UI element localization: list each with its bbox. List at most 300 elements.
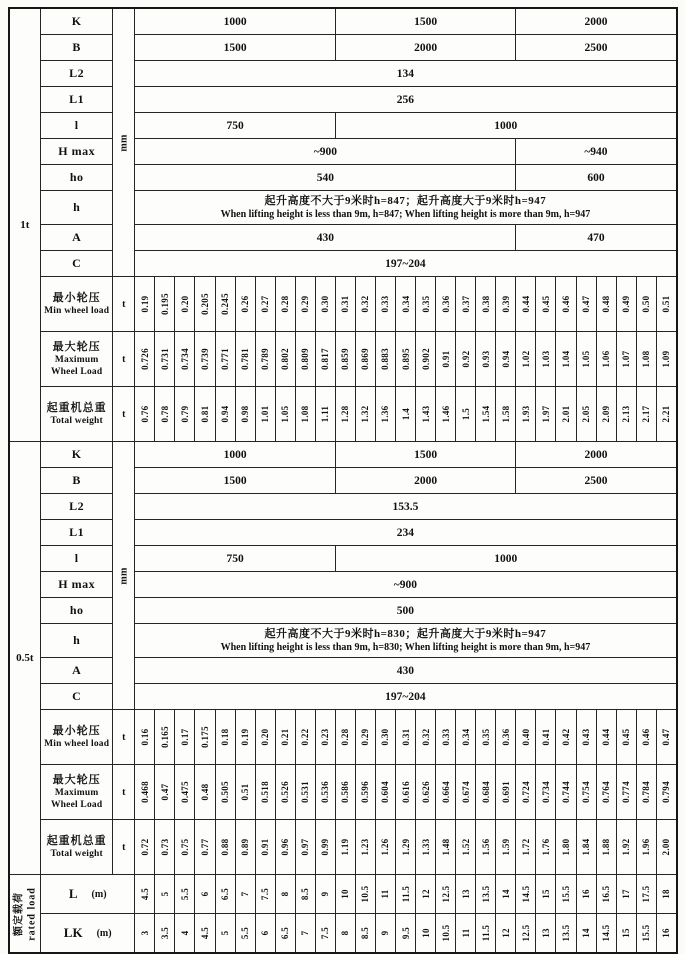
rotated-value-text: 0.94: [500, 350, 511, 368]
rotated-value-text: 12.5: [520, 924, 531, 942]
wheel-value-cell: [396, 765, 416, 820]
span-value-cell: [295, 875, 315, 914]
dim-value-text: 2000: [584, 448, 608, 461]
wheel-value-cell: [335, 710, 355, 765]
wheel-param-label: [41, 387, 113, 442]
dim-value-text: 430: [396, 664, 415, 677]
rotated-value-text: 6: [260, 930, 271, 936]
table-row: [9, 710, 677, 765]
rated-load-en: rated load: [26, 886, 38, 941]
wheel-param-label: [41, 332, 113, 387]
span-value-cell: [255, 875, 275, 914]
rotated-value-text: 0.531: [300, 781, 311, 803]
rotated-value-text: 0.28: [340, 728, 351, 746]
wheel-value-cell: [195, 332, 215, 387]
wheel-value-cell: [456, 387, 476, 442]
dim-value-text: 1000: [223, 448, 247, 461]
wheel-value-cell: [516, 277, 536, 332]
wheel-value-cell: [636, 277, 656, 332]
span-value-cell: [135, 875, 155, 914]
rotated-value-text: 1.29: [400, 838, 411, 856]
rotated-value-text: 0.32: [360, 295, 371, 313]
rotated-value-text: 0.47: [159, 783, 170, 801]
rotated-value-text: 13: [540, 928, 551, 938]
table-row: [9, 113, 677, 139]
wheel-value-cell: [416, 387, 436, 442]
rotated-value-text: 11.5: [480, 924, 491, 942]
span-value-cell: [335, 875, 355, 914]
rotated-value-text: 2.00: [661, 838, 672, 856]
rotated-value-text: 1.92: [621, 838, 632, 856]
dim-value-cell: [135, 139, 516, 165]
rotated-value-text: 1.88: [601, 838, 612, 856]
rotated-value-text: 0.28: [280, 295, 291, 313]
table-row: [9, 546, 677, 572]
table-row: [9, 820, 677, 875]
dim-value-text: 600: [587, 171, 605, 184]
rotated-value-text: 0.734: [540, 781, 551, 803]
rotated-value-text: 13: [460, 889, 471, 899]
dim-value-cell: [516, 468, 677, 494]
wheel-value-cell: [616, 332, 636, 387]
rotated-value-text: 0.23: [320, 728, 331, 746]
rotated-value-text: 0.794: [661, 781, 672, 803]
note-en: When lifting height is less than 9m, h=847; When lifting height is more than 9m, h=947: [220, 209, 591, 221]
rotated-value-text: 1.05: [581, 350, 592, 368]
dim-unit-label: [113, 442, 135, 710]
wheel-value-cell: [335, 387, 355, 442]
rotated-value-text: 0.73: [159, 838, 170, 856]
rated-load-cn: 额定载荷: [13, 891, 25, 936]
rotated-value-text: 1.48: [440, 838, 451, 856]
rotated-value-text: 0.29: [360, 728, 371, 746]
wheel-value-cell: [496, 387, 516, 442]
rotated-value-text: 9.5: [400, 926, 411, 940]
dim-value-text: 540: [316, 171, 334, 184]
param-label: H max: [41, 572, 113, 598]
dim-value-text: 197~204: [385, 690, 426, 703]
wheel-value-cell: [375, 277, 395, 332]
rotated-value-text: 1.72: [520, 838, 531, 856]
dim-value-cell: [135, 684, 677, 710]
wheel-value-cell: [315, 387, 335, 442]
table-row: [9, 277, 677, 332]
param-label: B: [41, 468, 113, 494]
rotated-value-text: 10: [340, 889, 351, 899]
wheel-unit-label: t: [113, 765, 135, 820]
rotated-value-text: 0.175: [199, 726, 210, 748]
rotated-value-text: 14: [500, 889, 511, 899]
wheel-value-cell: [155, 387, 175, 442]
rotated-value-text: 2.01: [561, 405, 571, 423]
rotated-value-text: 0.31: [400, 728, 411, 746]
dim-unit-text: mm: [118, 566, 130, 585]
wheel-value-cell: [596, 277, 616, 332]
rotated-value-text: 15.5: [561, 885, 571, 903]
rotated-value-text: 1.05: [280, 405, 291, 423]
wheel-value-cell: [436, 765, 456, 820]
dim-value-cell: [135, 546, 336, 572]
rotated-value-text: 0.895: [400, 348, 411, 370]
rotated-value-text: 0.764: [601, 781, 612, 803]
dim-value-cell: [335, 113, 676, 139]
wheel-value-cell: [135, 765, 155, 820]
wheel-value-cell: [556, 765, 576, 820]
rotated-value-text: 5.5: [240, 926, 251, 940]
span-value-cell: [656, 875, 676, 914]
wheel-value-cell: [576, 820, 596, 875]
wheel-label-cn: 最大轮压: [52, 773, 101, 786]
wheel-label-cn: 最小轮压: [52, 291, 101, 304]
dim-value-cell: [135, 572, 677, 598]
span-value-cell: [255, 914, 275, 954]
dim-value-cell: [135, 442, 336, 468]
wheel-value-cell: [135, 332, 155, 387]
dim-value-text: 1500: [223, 41, 247, 54]
wheel-value-cell: [275, 277, 295, 332]
wheel-value-cell: [616, 387, 636, 442]
note-cn: 起升高度不大于9米时h=830；起升高度大于9米时h=947: [264, 627, 547, 640]
rated-load-cn-col: [10, 875, 25, 952]
rotated-value-text: 0.774: [621, 781, 632, 803]
span-value-cell: [235, 875, 255, 914]
rated-load-en-col: [25, 875, 40, 952]
dim-value-text: 500: [396, 604, 415, 617]
wheel-value-cell: [576, 710, 596, 765]
wheel-value-cell: [516, 387, 536, 442]
rotated-value-text: 3: [139, 930, 150, 936]
wheel-value-cell: [616, 710, 636, 765]
wheel-value-cell: [656, 820, 676, 875]
wheel-value-cell: [295, 387, 315, 442]
rotated-value-text: 11.5: [400, 885, 411, 903]
wheel-value-cell: [416, 332, 436, 387]
wheel-value-cell: [396, 820, 416, 875]
rotated-value-text: 0.46: [641, 728, 652, 746]
dim-value-text: 234: [396, 526, 415, 539]
rotated-value-text: 16: [661, 928, 672, 938]
table-row: [9, 165, 677, 191]
rotated-value-text: 0.46: [561, 295, 571, 313]
wheel-value-cell: [235, 332, 255, 387]
table-row: [9, 658, 677, 684]
rotated-value-text: 3.5: [159, 926, 170, 940]
wheel-value-cell: [215, 387, 235, 442]
span-value-cell: [355, 875, 375, 914]
span-value-cell: [436, 914, 456, 954]
rotated-value-text: 15: [540, 889, 551, 899]
rotated-value-text: 0.21: [280, 728, 291, 746]
wheel-value-cell: [636, 387, 656, 442]
wheel-label-cn: 起重机总重: [46, 834, 107, 847]
wheel-label-cn: 最大轮压: [52, 340, 101, 353]
rotated-value-text: 9: [320, 891, 331, 897]
table-row: [9, 442, 677, 468]
wheel-value-cell: [335, 765, 355, 820]
dim-value-text: ~940: [584, 145, 608, 158]
rotated-value-text: 0.616: [400, 781, 411, 803]
dim-value-cell: [135, 87, 677, 113]
wheel-value-cell: [315, 710, 335, 765]
span-label-cell: [41, 875, 135, 914]
rotated-value-text: 0.30: [380, 728, 391, 746]
rotated-value-text: 0.75: [179, 838, 190, 856]
wheel-label-en: Maximum Wheel Load: [50, 355, 103, 378]
rotated-value-text: 0.817: [320, 348, 331, 370]
spec-table-body: [9, 8, 677, 953]
rotated-value-text: 1.76: [540, 838, 551, 856]
rotated-value-text: 0.604: [380, 781, 391, 803]
rated-load-wrap: [10, 875, 41, 952]
wheel-label-en: Maximum Wheel Load: [50, 788, 103, 811]
wheel-value-cell: [135, 277, 155, 332]
wheel-value-cell: [396, 387, 416, 442]
span-value-cell: [536, 914, 556, 954]
dim-value-cell: [135, 35, 336, 61]
wheel-value-cell: [335, 332, 355, 387]
rotated-value-text: 1.01: [260, 405, 271, 423]
wheel-label-en: Total weight: [50, 849, 103, 860]
dim-value-text: ~900: [313, 145, 337, 158]
rotated-value-text: 0.49: [621, 295, 632, 313]
table-row: [9, 572, 677, 598]
rotated-value-text: 1.56: [480, 838, 491, 856]
span-value-cell: [576, 875, 596, 914]
dim-value-text: 1000: [494, 119, 518, 132]
span-value-cell: [195, 875, 215, 914]
span-value-cell: [596, 875, 616, 914]
dim-value-text: 2500: [584, 41, 608, 54]
wheel-value-cell: [516, 332, 536, 387]
wheel-value-cell: [175, 332, 195, 387]
span-value-cell: [456, 875, 476, 914]
wheel-value-cell: [175, 820, 195, 875]
rotated-value-text: 1.97: [540, 405, 551, 423]
rotated-value-text: 1.52: [460, 838, 471, 856]
rotated-value-text: 0.754: [581, 781, 592, 803]
rotated-value-text: 0.205: [199, 293, 210, 315]
rotated-value-text: 0.691: [500, 781, 511, 803]
wheel-value-cell: [396, 332, 416, 387]
span-value-cell: [215, 875, 235, 914]
wheel-value-cell: [576, 332, 596, 387]
wheel-value-cell: [275, 765, 295, 820]
rotated-value-text: 0.94: [220, 405, 231, 423]
wheel-value-cell: [556, 820, 576, 875]
rotated-value-text: 0.20: [260, 728, 271, 746]
rotated-value-text: 1.23: [360, 838, 371, 856]
rotated-value-text: 7.5: [260, 887, 271, 901]
rotated-value-text: 5: [220, 930, 231, 936]
wheel-value-cell: [536, 332, 556, 387]
rotated-value-text: 0.81: [199, 405, 210, 423]
param-label: C: [41, 251, 113, 277]
span-value-cell: [215, 914, 235, 954]
wheel-value-cell: [215, 710, 235, 765]
table-row: [9, 61, 677, 87]
dim-value-text: 2000: [414, 474, 438, 487]
table-row: [9, 765, 677, 820]
wheel-value-cell: [195, 387, 215, 442]
dim-value-text: 750: [226, 552, 244, 565]
rotated-value-text: 2.13: [621, 405, 632, 423]
dim-value-text: 256: [396, 93, 415, 106]
param-label: l: [41, 113, 113, 139]
param-label: A: [41, 658, 113, 684]
rotated-value-text: 12.5: [440, 885, 451, 903]
wheel-value-cell: [295, 277, 315, 332]
wheel-value-cell: [375, 820, 395, 875]
rotated-value-text: 0.35: [420, 295, 431, 313]
wheel-value-cell: [656, 277, 676, 332]
rotated-value-text: 1.36: [380, 405, 391, 423]
wheel-value-cell: [355, 387, 375, 442]
wheel-value-cell: [155, 332, 175, 387]
wheel-value-cell: [476, 765, 496, 820]
wheel-value-cell: [456, 710, 476, 765]
param-label: A: [41, 225, 113, 251]
rotated-value-text: 0.771: [220, 348, 231, 370]
span-label-unit: (m): [96, 927, 112, 939]
rated-load-header-cell: [9, 875, 41, 954]
rotated-value-text: 13.5: [561, 924, 571, 942]
rotated-value-text: 0.22: [300, 728, 311, 746]
param-label: K: [41, 8, 113, 35]
dim-value-text: 1500: [223, 474, 247, 487]
span-value-cell: [636, 875, 656, 914]
wheel-value-cell: [656, 332, 676, 387]
wheel-value-cell: [436, 387, 456, 442]
note-cn: 起升高度不大于9米时h=847；起升高度大于9米时h=947: [264, 194, 547, 207]
rotated-value-text: 1.33: [420, 838, 431, 856]
dim-value-cell: [135, 658, 677, 684]
rotated-value-text: 0.902: [420, 348, 431, 370]
table-row: [9, 684, 677, 710]
dim-value-cell: [516, 139, 677, 165]
rotated-value-text: 0.93: [480, 350, 491, 368]
rotated-value-text: 0.664: [440, 781, 451, 803]
wheel-value-cell: [596, 710, 616, 765]
rotated-value-text: 7: [300, 930, 311, 936]
wheel-value-cell: [315, 820, 335, 875]
rotated-value-text: 1.5: [460, 407, 471, 421]
wheel-value-cell: [235, 820, 255, 875]
rotated-value-text: 17.5: [641, 885, 652, 903]
rotated-value-text: 0.789: [260, 348, 271, 370]
wheel-value-cell: [315, 332, 335, 387]
dim-value-cell: [135, 251, 677, 277]
rotated-value-text: 0.78: [159, 405, 170, 423]
span-value-cell: [516, 914, 536, 954]
span-label-name: LK: [63, 925, 83, 940]
wheel-value-cell: [576, 277, 596, 332]
wheel-value-cell: [235, 710, 255, 765]
rotated-value-text: 1.80: [561, 838, 571, 856]
rotated-value-text: 10: [420, 928, 431, 938]
span-value-cell: [416, 875, 436, 914]
wheel-value-cell: [436, 820, 456, 875]
rotated-value-text: 18: [661, 889, 672, 899]
wheel-value-cell: [516, 710, 536, 765]
dim-value-cell: [135, 225, 516, 251]
wheel-value-cell: [476, 820, 496, 875]
rotated-value-text: 17: [621, 889, 632, 899]
rotated-value-text: 0.165: [159, 726, 170, 748]
span-label-name: L: [68, 886, 78, 901]
rotated-value-text: 0.734: [179, 348, 190, 370]
rotated-value-text: 0.99: [320, 838, 331, 856]
param-label: ho: [41, 165, 113, 191]
wheel-value-cell: [135, 820, 155, 875]
rotated-value-text: 1.4: [400, 407, 411, 421]
span-value-cell: [315, 914, 335, 954]
rotated-value-text: 8.5: [300, 887, 311, 901]
dim-value-cell: [516, 442, 677, 468]
span-value-cell: [616, 914, 636, 954]
wheel-value-cell: [596, 765, 616, 820]
dim-value-text: 153.5: [392, 500, 419, 513]
param-label: L1: [41, 520, 113, 546]
span-value-cell: [556, 914, 576, 954]
rotated-value-text: 6.5: [280, 926, 291, 940]
rotated-value-text: 1.28: [340, 405, 351, 423]
rotated-value-text: 0.36: [440, 295, 451, 313]
rotated-value-text: 0.98: [240, 405, 251, 423]
wheel-label-cn: 最小轮压: [52, 724, 101, 737]
rotated-value-text: 0.20: [179, 295, 190, 313]
wheel-value-cell: [295, 765, 315, 820]
table-row: [9, 332, 677, 387]
rotated-value-text: 0.586: [340, 781, 351, 803]
rotated-value-text: 0.19: [139, 295, 150, 313]
span-value-cell: [195, 914, 215, 954]
wheel-value-cell: [616, 820, 636, 875]
span-value-cell: [496, 875, 516, 914]
table-row: [9, 494, 677, 520]
rotated-value-text: 0.475: [179, 781, 190, 803]
rotated-value-text: 10.5: [440, 924, 451, 942]
wheel-value-cell: [436, 332, 456, 387]
rotated-value-text: 0.526: [280, 781, 291, 803]
rotated-value-text: 14.5: [601, 924, 612, 942]
rotated-value-text: 4: [179, 930, 190, 936]
rotated-value-text: 6.5: [220, 887, 231, 901]
span-value-cell: [295, 914, 315, 954]
rotated-value-text: 1.93: [520, 405, 531, 423]
span-value-cell: [375, 875, 395, 914]
wheel-value-cell: [355, 332, 375, 387]
wheel-value-cell: [375, 765, 395, 820]
rotated-value-text: 15: [621, 928, 632, 938]
wheel-value-cell: [456, 765, 476, 820]
span-value-cell: [155, 875, 175, 914]
rotated-value-text: 0.505: [220, 781, 231, 803]
rotated-value-text: 5.5: [179, 887, 190, 901]
wheel-value-cell: [616, 765, 636, 820]
wheel-value-cell: [375, 710, 395, 765]
wheel-value-cell: [355, 765, 375, 820]
rotated-value-text: 0.47: [581, 295, 592, 313]
wheel-value-cell: [195, 277, 215, 332]
param-label: h: [41, 191, 113, 225]
rotated-value-text: 9: [380, 930, 391, 936]
rotated-value-text: 1.06: [601, 350, 612, 368]
wheel-value-cell: [536, 277, 556, 332]
span-value-cell: [656, 914, 676, 954]
wheel-value-cell: [215, 765, 235, 820]
span-value-cell: [315, 875, 335, 914]
rotated-value-text: 0.30: [320, 295, 331, 313]
